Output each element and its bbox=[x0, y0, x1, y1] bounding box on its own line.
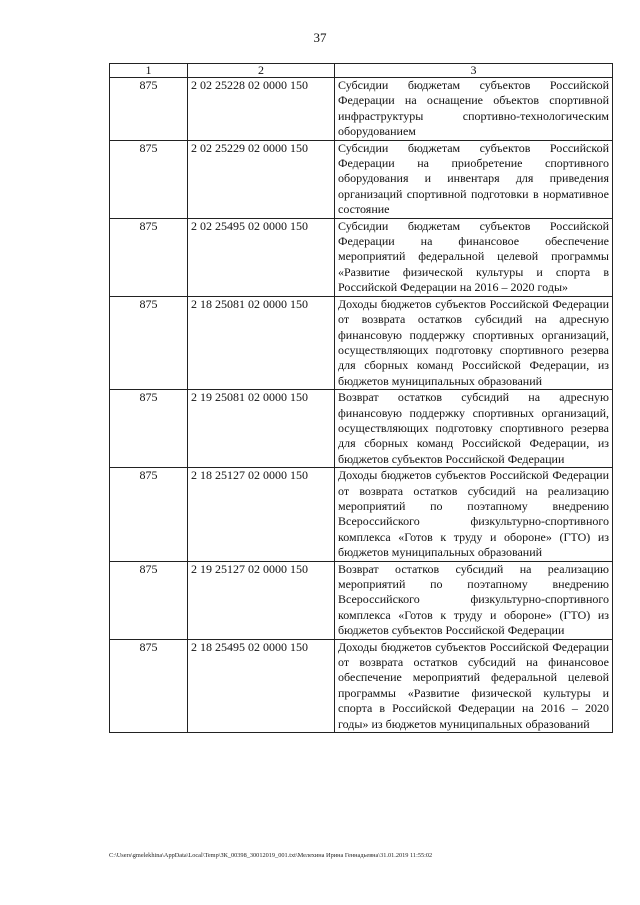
admin-code-cell: 875 bbox=[110, 468, 188, 561]
table-row bbox=[110, 78, 613, 141]
admin-code-cell: 875 bbox=[110, 390, 188, 468]
admin-code-cell: 875 bbox=[110, 140, 188, 218]
budget-code-cell: 2 02 25229 02 0000 150 bbox=[188, 140, 335, 218]
budget-code-cell: 2 18 25495 02 0000 150 bbox=[188, 639, 335, 732]
admin-code-cell: 875 bbox=[110, 218, 188, 296]
admin-code-cell: 875 bbox=[110, 561, 188, 639]
budget-code-cell: 2 18 25127 02 0000 150 bbox=[188, 468, 335, 561]
description-cell: Доходы бюджетов субъектов Российской Федерации от возврата остатков субсидий на адресную финансовую поддержку спортивных организаций, осуществляющих подготовку спортивного резерва для сборных команд Российской Федерации, из бюджетов муниципальных образований bbox=[335, 296, 613, 389]
budget-code-cell: 2 19 25127 02 0000 150 bbox=[188, 561, 335, 639]
description-cell: Субсидии бюджетам субъектов Российской Федерации на финансовое обеспечение мероприятий федеральной целевой программы «Развитие физической культуры и спорта в Российской Федерации на 2016 – 2020 годы» bbox=[335, 218, 613, 296]
description-cell: Возврат остатков субсидий на реализацию мероприятий по поэтапному внедрению Всероссийского физкультурно-спортивного комплекса «Готов к труду и обороне» (ГТО) из бюджетов субъектов Российской Федерации bbox=[335, 561, 613, 639]
description-cell: Субсидии бюджетам субъектов Российской Федерации на оснащение объектов спортивной инфраструктуры спортивно-технологическим оборудованием bbox=[335, 78, 613, 141]
budget-code-cell: 2 18 25081 02 0000 150 bbox=[188, 296, 335, 389]
budget-classification-table bbox=[109, 63, 613, 733]
admin-code-cell: 875 bbox=[110, 639, 188, 732]
table-header bbox=[110, 64, 613, 78]
table-row bbox=[110, 561, 613, 639]
document-footer-path: C:\Users\gmelekhina\AppData\Local\Temp\ЗК_00398_30012019_001.txt\Мелехина Ирина Геннадьевна\31.01.2019 11:55:02 bbox=[109, 852, 433, 859]
description-cell: Доходы бюджетов субъектов Российской Федерации от возврата остатков субсидий на реализацию мероприятий по поэтапному внедрению Всероссийского физкультурно-спортивного комплекса «Готов к труду и обороне» (ГТО) из бюджетов муниципальных образований bbox=[335, 468, 613, 561]
column-header-description: 3 bbox=[335, 64, 613, 78]
admin-code-cell: 875 bbox=[110, 296, 188, 389]
table-row bbox=[110, 639, 613, 732]
page-number: 37 bbox=[313, 30, 327, 45]
description-cell: Возврат остатков субсидий на адресную финансовую поддержку спортивных организаций, осуществляющих подготовку спортивного резерва для сборных команд Российской Федерации, из бюджетов субъектов Российской Федерации bbox=[335, 390, 613, 468]
budget-code-cell: 2 02 25228 02 0000 150 bbox=[188, 78, 335, 141]
table-row bbox=[110, 218, 613, 296]
table-row bbox=[110, 296, 613, 389]
description-cell: Субсидии бюджетам субъектов Российской Федерации на приобретение спортивного оборудования и инвентаря для приведения организаций спортивной подготовки в нормативное состояние bbox=[335, 140, 613, 218]
budget-code-cell: 2 02 25495 02 0000 150 bbox=[188, 218, 335, 296]
table-row bbox=[110, 140, 613, 218]
table-body bbox=[110, 78, 613, 733]
description-cell: Доходы бюджетов субъектов Российской Федерации от возврата остатков субсидий на финансовое обеспечение мероприятий федеральной целевой программы «Развитие физической культуры и спорта в Российской Федерации на 2016 – 2020 годы» из бюджетов муниципальных образований bbox=[335, 639, 613, 732]
column-header-admin: 1 bbox=[110, 64, 188, 78]
column-header-code: 2 bbox=[188, 64, 335, 78]
table-row bbox=[110, 468, 613, 561]
table-row bbox=[110, 390, 613, 468]
admin-code-cell: 875 bbox=[110, 78, 188, 141]
header-row bbox=[110, 64, 613, 78]
budget-code-cell: 2 19 25081 02 0000 150 bbox=[188, 390, 335, 468]
